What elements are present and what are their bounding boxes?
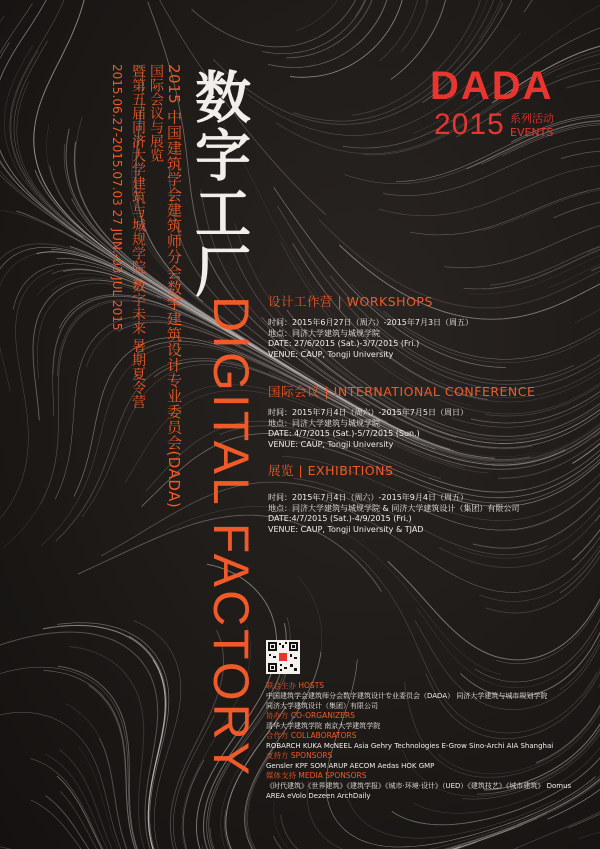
organizer-line-2: 国际会议与展览 xyxy=(148,64,164,162)
section-line: 时间：2015年6月27日（周六）-2015年7月3日（周五） xyxy=(268,318,474,327)
logo-wordmark: DADA xyxy=(430,64,554,108)
section-line: VENUE: CAUP, Tongji University xyxy=(268,439,394,449)
logo-events-cn: 系列活动 xyxy=(510,112,554,125)
section-workshops xyxy=(268,292,473,360)
media-sponsors-line: AREA eVolo Dezeen ArchDaily xyxy=(266,792,371,800)
logo-year: 2015 xyxy=(434,108,505,141)
logo-events-en: EVENTS xyxy=(510,126,554,139)
section-line: 地点：同济大学建筑与城规学院 xyxy=(268,328,380,338)
section-heading: 设计工作营 | WORKSHOPS xyxy=(268,294,433,309)
section-line: DATE: 4/7/2015 (Sat.)-5/7/2015 (Sun.) xyxy=(268,429,420,438)
title-english: DIGITAL FACTORY xyxy=(203,296,259,779)
section-line: 时间：2015年7月4日（周六）-2015年9月4日（周五） xyxy=(268,493,468,502)
section-line: 时间：2015年7月4日（周六）-2015年7月5日（周日） xyxy=(268,408,468,417)
co-organizers-line: 清华大学建筑学院 南京大学建筑学院 xyxy=(266,722,381,730)
co-organizers-heading: 协办方 CO-ORGANIZERS xyxy=(266,711,355,720)
organizer-line-3: 暨第五届同济大学建筑与城规学院 数字未来 暑期夏令营 xyxy=(130,64,146,409)
section-heading: 展览 | EXHIBITIONS xyxy=(268,463,394,478)
section-line: 地点：同济大学建筑与城规学院 & 同济大学建筑设计（集团）有限公司 xyxy=(268,503,520,513)
hosts-line: 中国建筑学会建筑师分会数字建筑设计专业委员会（DADA） 同济大学建筑与城市规划学院 xyxy=(266,692,548,700)
qr-code-pattern xyxy=(266,640,300,674)
qr-code xyxy=(266,640,300,674)
section-line: VENUE: CAUP, Tongji University & TJAD xyxy=(268,524,424,534)
hosts-line: 同济大学建筑设计（集团）有限公司 xyxy=(266,702,378,710)
hosts-heading: 联合主办 HOSTS xyxy=(266,681,325,690)
section-heading: 国际会议 | INTERNATIONAL CONFERENCE xyxy=(268,384,536,399)
sponsors-heading: 支持方 SPONSORS xyxy=(266,751,333,760)
media-sponsors-heading: 媒体支持 MEDIA SPONSORS xyxy=(266,771,367,780)
credits-block xyxy=(266,681,586,801)
sponsors-line: Gensler KPF SOM ARUP AECOM Aedas HOK GMP xyxy=(266,762,435,770)
organizer-line-4: 2015.06.27-2015.07.03 27 JUN.-03 JUL 2015 xyxy=(110,64,124,331)
section-exhibitions xyxy=(268,461,519,535)
collaborators-heading: 合作方 COLLABORATORS xyxy=(266,731,357,740)
organizer-line-1: 2015 中国建筑学会建筑师分会数字建筑设计专业委员会(DADA) xyxy=(165,64,183,509)
section-line: 地点：同济大学建筑与城规学院 xyxy=(268,418,380,428)
collaborators-line: ROBARCH KUKA McNEEL Asia Gehry Technologies E-Grow Sino-Archi AIA Shanghai xyxy=(266,742,554,750)
section-line: DATE:4/7/2015 (Sat.)-4/9/2015 (Fri.) xyxy=(268,514,412,523)
dada-logo xyxy=(430,64,580,141)
media-sponsors-line: 《时代建筑》《世界建筑》《建筑学报》《城市·环境·设计》（UED）《建筑技艺》《城市建筑》 Domus xyxy=(266,782,572,790)
section-conference xyxy=(268,382,535,450)
section-line: VENUE: CAUP, Tongji University xyxy=(268,349,394,359)
section-line: DATE: 27/6/2015 (Sat.)-3/7/2015 (Fri.) xyxy=(268,339,420,348)
title-chinese: 数字工厂 xyxy=(186,68,251,300)
